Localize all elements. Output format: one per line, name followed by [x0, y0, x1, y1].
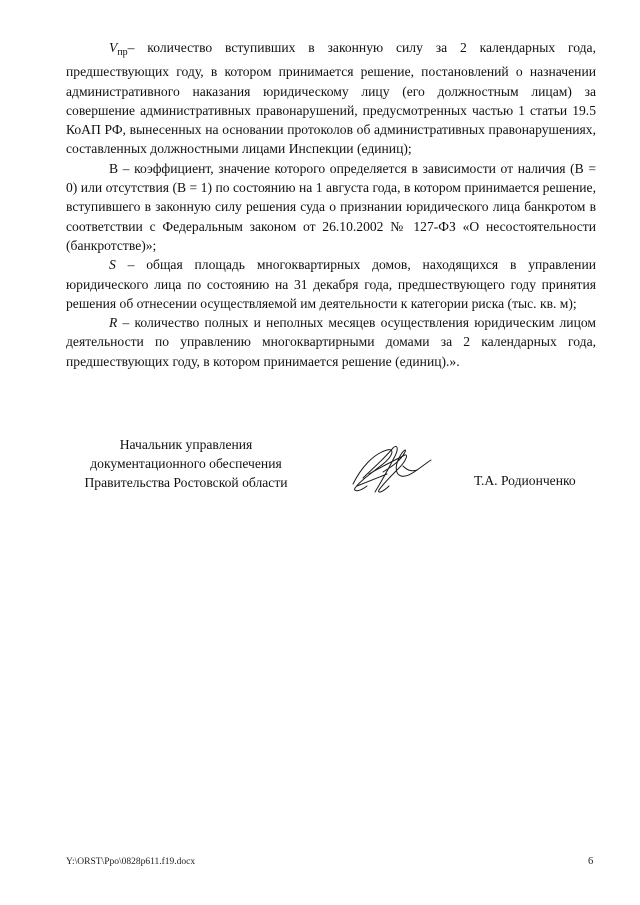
- document-body: [66, 38, 596, 371]
- signer-position-line: Правительства Ростовской области: [84, 475, 288, 490]
- signer-position-line: документационного обеспечения: [90, 456, 282, 471]
- signer-position: [66, 435, 306, 492]
- definition-b: [66, 159, 596, 255]
- handwritten-signature: [343, 438, 438, 498]
- definition-subscript: пр: [117, 47, 128, 58]
- definition-text: – общая площадь многоквартирных домов, находящихся в управлении юридического лица по состоянию на 31 декабря года, предшествующего году принятия решения об отнесении осуществляемой им деятельности к категории риска (тыс. кв. м);: [66, 257, 596, 311]
- definition-symbol: R: [109, 315, 118, 331]
- page-number: 6: [588, 856, 594, 867]
- signer-position-line: Начальник управления: [119, 437, 253, 452]
- definition-symbol: S: [109, 257, 116, 273]
- signer-name: Т.А. Родионченко: [474, 473, 576, 488]
- definition-text: – количество вступивших в законную силу за 2 календарных года, предшествующих году, в котором принимается решение, постановлений о назначении административного наказания юридическому лицу (его должностным лицам) за совершение административных правонарушений, предусмотренных частью 1 статьи 19.5 КоАП РФ, вынесенных на основании протоколов об административных правонарушениях, составленных должностными лицами Инспекции (единиц);: [66, 40, 596, 157]
- definition-symbol: V: [109, 40, 118, 55]
- definition-symbol: В: [109, 160, 119, 176]
- definition-text: – количество полных и неполных месяцев осуществления юридическим лицом деятельности по управлению многоквартирными домами за 2 календарных года, предшествующих году, в котором принимается решение (единиц).».: [66, 315, 596, 369]
- definition-text: – коэффициент, значение которого определяется в зависимости от наличия (В = 0) или отсутствия (В = 1) по состоянию на 1 августа года, в котором принимается решение, вступившего в законную силу решения суда о признании юридического лица банкротом в соответствии с Федеральным законом от 26.10.2002 № 127-ФЗ «О несостоятельности (банкротстве)»;: [66, 160, 596, 253]
- definition-v-pr: [66, 38, 596, 159]
- definition-r: [66, 313, 596, 371]
- definition-s: [66, 255, 596, 313]
- footer-file-path: Y:\ORST\Ppo\0828p611.f19.docx: [66, 857, 196, 867]
